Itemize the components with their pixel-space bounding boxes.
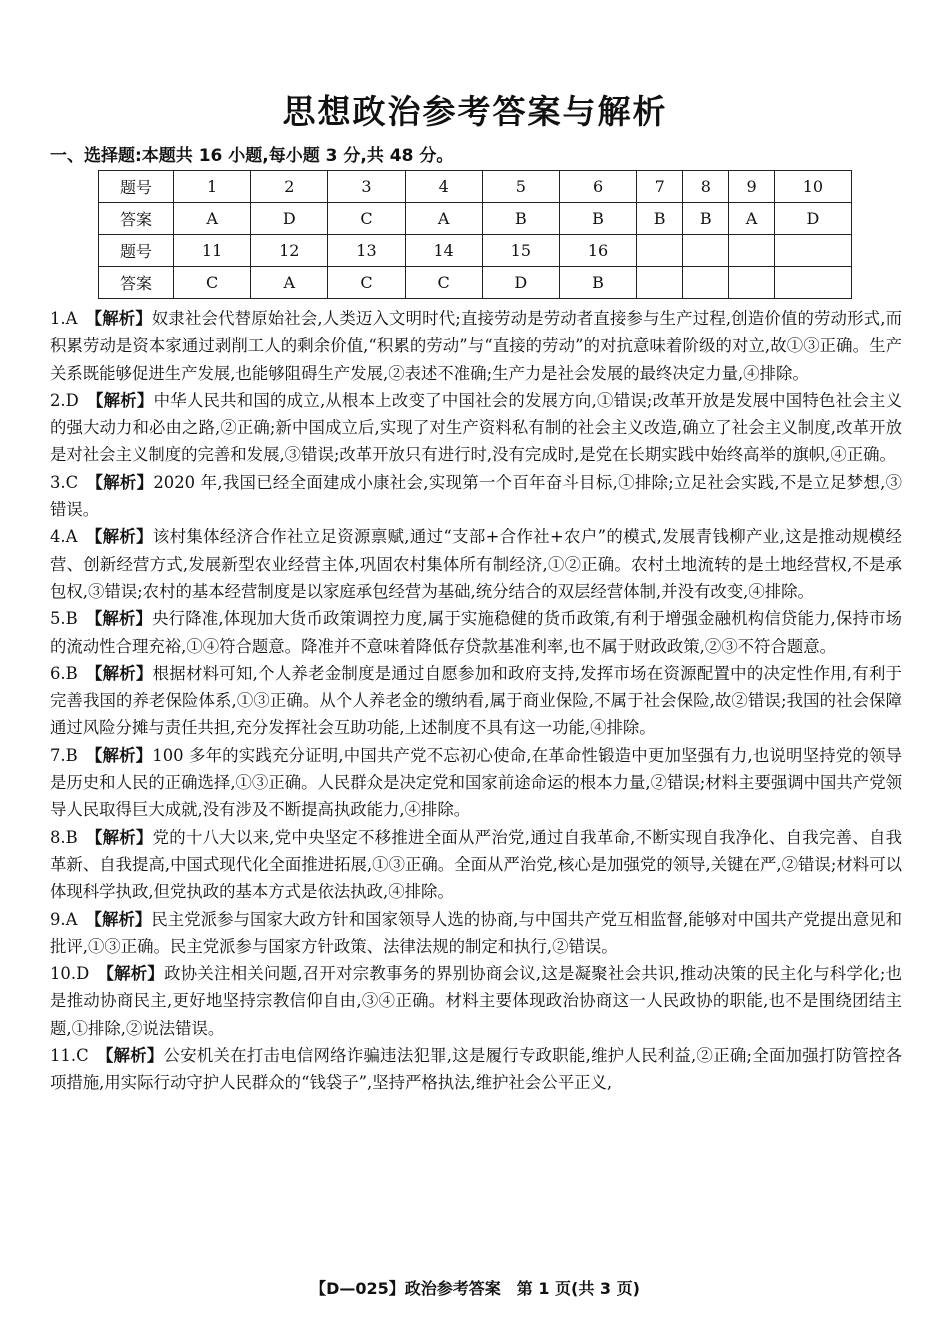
explanation-text: 央行降准,体现加大货币政策调控力度,属于实施稳健的货币政策,有利于增强金融机构信贷能力,保持市场的流动性合理充裕,①④符合题意。降准并不意味着降低存贷款基准利率,也不属于财政政策,②③不符合题意。 bbox=[50, 609, 902, 656]
explanation-item bbox=[50, 1042, 902, 1097]
explanation-tag: 【解析】 bbox=[85, 663, 153, 683]
explanation-item bbox=[50, 906, 902, 961]
explanation-tag: 【解析】 bbox=[97, 964, 165, 984]
answer-cell: A bbox=[729, 203, 774, 235]
answer-cell: C bbox=[328, 203, 405, 235]
explanation-tag: 【解析】 bbox=[85, 909, 152, 929]
explanation-tag: 【解析】 bbox=[85, 827, 153, 847]
explanation-item bbox=[50, 387, 902, 469]
answer-cell: C bbox=[174, 267, 251, 299]
explanation-number: 9.A bbox=[50, 909, 78, 929]
explanation-item bbox=[50, 305, 902, 387]
question-number-cell: 9 bbox=[729, 171, 774, 203]
section-heading: 一、选择题:本题共 16 小题,每小题 3 分,共 48 分。 bbox=[50, 146, 454, 166]
question-number-cell: 8 bbox=[683, 171, 729, 203]
answer-cell: D bbox=[482, 267, 559, 299]
table-row-number bbox=[99, 171, 852, 203]
explanation-number: 8.B bbox=[50, 827, 78, 847]
row-label-number: 题号 bbox=[99, 235, 174, 267]
question-number-cell: 1 bbox=[174, 171, 251, 203]
answer-cell bbox=[774, 267, 851, 299]
answer-table bbox=[98, 170, 852, 299]
explanation-text: 党的十八大以来,党中央坚定不移推进全面从严治党,通过自我革命,不断实现自我净化、自我完善、自我革新、自我提高,中国式现代化全面推进拓展,①③正确。全面从严治党,核心是加强党的领导,关键在严,②错误;材料可以体现科学执政,但党执政的基本方式是依法执政,④排除。 bbox=[50, 827, 902, 902]
explanation-text: 政协关注相关问题,召开对宗教事务的界别协商会议,这是凝聚社会共识,推动决策的民主化与科学化;也是推动协商民主,更好地坚持宗教信仰自由,③④正确。材料主要体现政治协商这一人民政协的职能,也不是围绕团结主题,①排除,②说法错误。 bbox=[50, 964, 903, 1038]
row-label-answer: 答案 bbox=[99, 267, 174, 299]
explanation-text: 中华人民共和国的成立,从根本上改变了中国社会的发展方向,①错误;改革开放是发展中国特色社会主义的强大动力和必由之路,②正确;新中国成立后,实现了对生产资料私有制的社会主义改造,确立了社会主义制度,改革开放是对社会主义制度的完善和发展,③错误;改革开放只有进行时,没有完成时,是党在长期实践中始终高举的旗帜,④正确。 bbox=[50, 390, 902, 465]
answer-cell: D bbox=[774, 203, 851, 235]
question-number-cell: 11 bbox=[174, 235, 251, 267]
explanation-tag: 【解析】 bbox=[85, 745, 153, 765]
question-number-cell: 10 bbox=[774, 171, 851, 203]
answer-cell: B bbox=[637, 203, 683, 235]
explanation-text: 公安机关在打击电信网络诈骗违法犯罪,这是履行专政职能,维护人民利益,②正确;全面加强打防管控各项措施,用实际行动守护人民群众的“钱袋子”,坚持严格执法,维护社会公平正义, bbox=[50, 1046, 903, 1093]
question-number-cell: 7 bbox=[637, 171, 683, 203]
explanation-item bbox=[50, 960, 902, 1042]
question-number-cell: 3 bbox=[328, 171, 405, 203]
explanation-item bbox=[50, 605, 902, 660]
answer-cell: A bbox=[405, 203, 482, 235]
question-number-cell: 16 bbox=[559, 235, 636, 267]
answer-cell: B bbox=[559, 267, 636, 299]
explanation-number: 6.B bbox=[50, 663, 78, 683]
explanation-tag: 【解析】 bbox=[85, 527, 153, 547]
page-title: 思想政治参考答案与解析 bbox=[282, 92, 668, 131]
answer-cell: C bbox=[328, 267, 405, 299]
answer-cell: D bbox=[251, 203, 328, 235]
table-row-number bbox=[99, 235, 852, 267]
answer-cell: C bbox=[405, 267, 482, 299]
question-number-cell: 2 bbox=[251, 171, 328, 203]
question-number-cell: 4 bbox=[405, 171, 482, 203]
table-row-answer bbox=[99, 267, 852, 299]
question-number-cell: 5 bbox=[482, 171, 559, 203]
answer-cell bbox=[637, 267, 683, 299]
page-footer: 【D—025】政治参考答案 第 1 页(共 3 页) bbox=[310, 1279, 640, 1298]
answer-cell: A bbox=[174, 203, 251, 235]
explanation-number: 7.B bbox=[50, 745, 78, 765]
explanation-text: 民主党派参与国家大政方针和国家领导人选的协商,与中国共产党互相监督,能够对中国共产党提出意见和批评,①③正确。民主党派参与国家方针政策、法律法规的制定和执行,②错误。 bbox=[50, 909, 903, 956]
explanation-item bbox=[50, 742, 902, 824]
question-number-cell bbox=[729, 235, 774, 267]
explanation-item bbox=[50, 469, 902, 524]
table-row-answer bbox=[99, 203, 852, 235]
explanation-number: 4.A bbox=[50, 527, 78, 547]
question-number-cell bbox=[683, 235, 729, 267]
explanation-number: 1.A bbox=[50, 309, 78, 328]
explanation-tag: 【解析】 bbox=[86, 390, 154, 410]
explanation-text: 该村集体经济合作社立足资源禀赋,通过“支部+合作社+农户”的模式,发展青钱柳产业,这是推动规模经营、创新经营方式,发展新型农业经营主体,巩固农村集体所有制经济,①②正确。农村土地流转的是土地经营权,不是承包权,③错误;农村的基本经营制度是以家庭承包经营为基础,统分结合的双层经营体制,并没有改变,④排除。 bbox=[50, 527, 903, 601]
explanation-number: 10.D bbox=[50, 964, 90, 984]
explanation-number: 11.C bbox=[50, 1046, 89, 1066]
explanation-tag: 【解析】 bbox=[85, 609, 153, 629]
answer-cell: B bbox=[683, 203, 729, 235]
answer-cell: B bbox=[482, 203, 559, 235]
explanation-text: 奴隶社会代替原始社会,人类迈入文明时代;直接劳动是劳动者直接参与生产过程,创造价值的劳动形式,而积累劳动是资本家通过剥削工人的剩余价值,“积累的劳动”与“直接的劳动”的对抗意味着阶级的对立,故①③正确。生产关系既能够促进生产发展,也能够阻碍生产发展,②表述不准确;生产力是社会发展的最终决定力量,④排除。 bbox=[50, 309, 902, 383]
answer-cell bbox=[729, 267, 774, 299]
explanation-number: 5.B bbox=[50, 609, 78, 629]
explanation-text: 根据材料可知,个人养老金制度是通过自愿参加和政府支持,发挥市场在资源配置中的决定性作用,有利于完善我国的养老保险体系,①③正确。从个人养老金的缴纳看,属于商业保险,不属于社会保险,故②错误;我国的社会保障通过风险分摊与责任共担,充分发挥社会互助功能,上述制度不具有这一功能,④排除。 bbox=[50, 663, 902, 738]
question-number-cell: 12 bbox=[251, 235, 328, 267]
explanation-text: 2020 年,我国已经全面建成小康社会,实现第一个百年奋斗目标,①排除;立足社会实践,不是立足梦想,③错误。 bbox=[50, 472, 903, 520]
question-number-cell: 15 bbox=[482, 235, 559, 267]
explanation-number: 3.C bbox=[50, 472, 79, 492]
explanation-text: 100 多年的实践充分证明,中国共产党不忘初心使命,在革命性锻造中更加坚强有力,也说明坚持党的领导是历史和人民的正确选择,①③正确。人民群众是决定党和国家前途命运的根本力量,②错误;材料主要强调中国共产党领导人民取得巨大成就,没有涉及不断提高执政能力,④排除。 bbox=[50, 745, 903, 820]
explanation-item bbox=[50, 660, 902, 742]
explanation-tag: 【解析】 bbox=[96, 1046, 164, 1066]
answer-cell: A bbox=[251, 267, 328, 299]
row-label-answer: 答案 bbox=[99, 203, 174, 235]
explanation-list bbox=[50, 305, 902, 1097]
explanation-item bbox=[50, 824, 902, 906]
explanation-tag: 【解析】 bbox=[85, 309, 152, 328]
explanation-number: 2.D bbox=[50, 390, 79, 410]
answer-cell: B bbox=[559, 203, 636, 235]
question-number-cell bbox=[637, 235, 683, 267]
answer-cell bbox=[683, 267, 729, 299]
question-number-cell bbox=[774, 235, 851, 267]
row-label-number: 题号 bbox=[99, 171, 174, 203]
explanation-item bbox=[50, 523, 902, 605]
question-number-cell: 6 bbox=[559, 171, 636, 203]
explanation-tag: 【解析】 bbox=[86, 472, 154, 492]
question-number-cell: 13 bbox=[328, 235, 405, 267]
question-number-cell: 14 bbox=[405, 235, 482, 267]
